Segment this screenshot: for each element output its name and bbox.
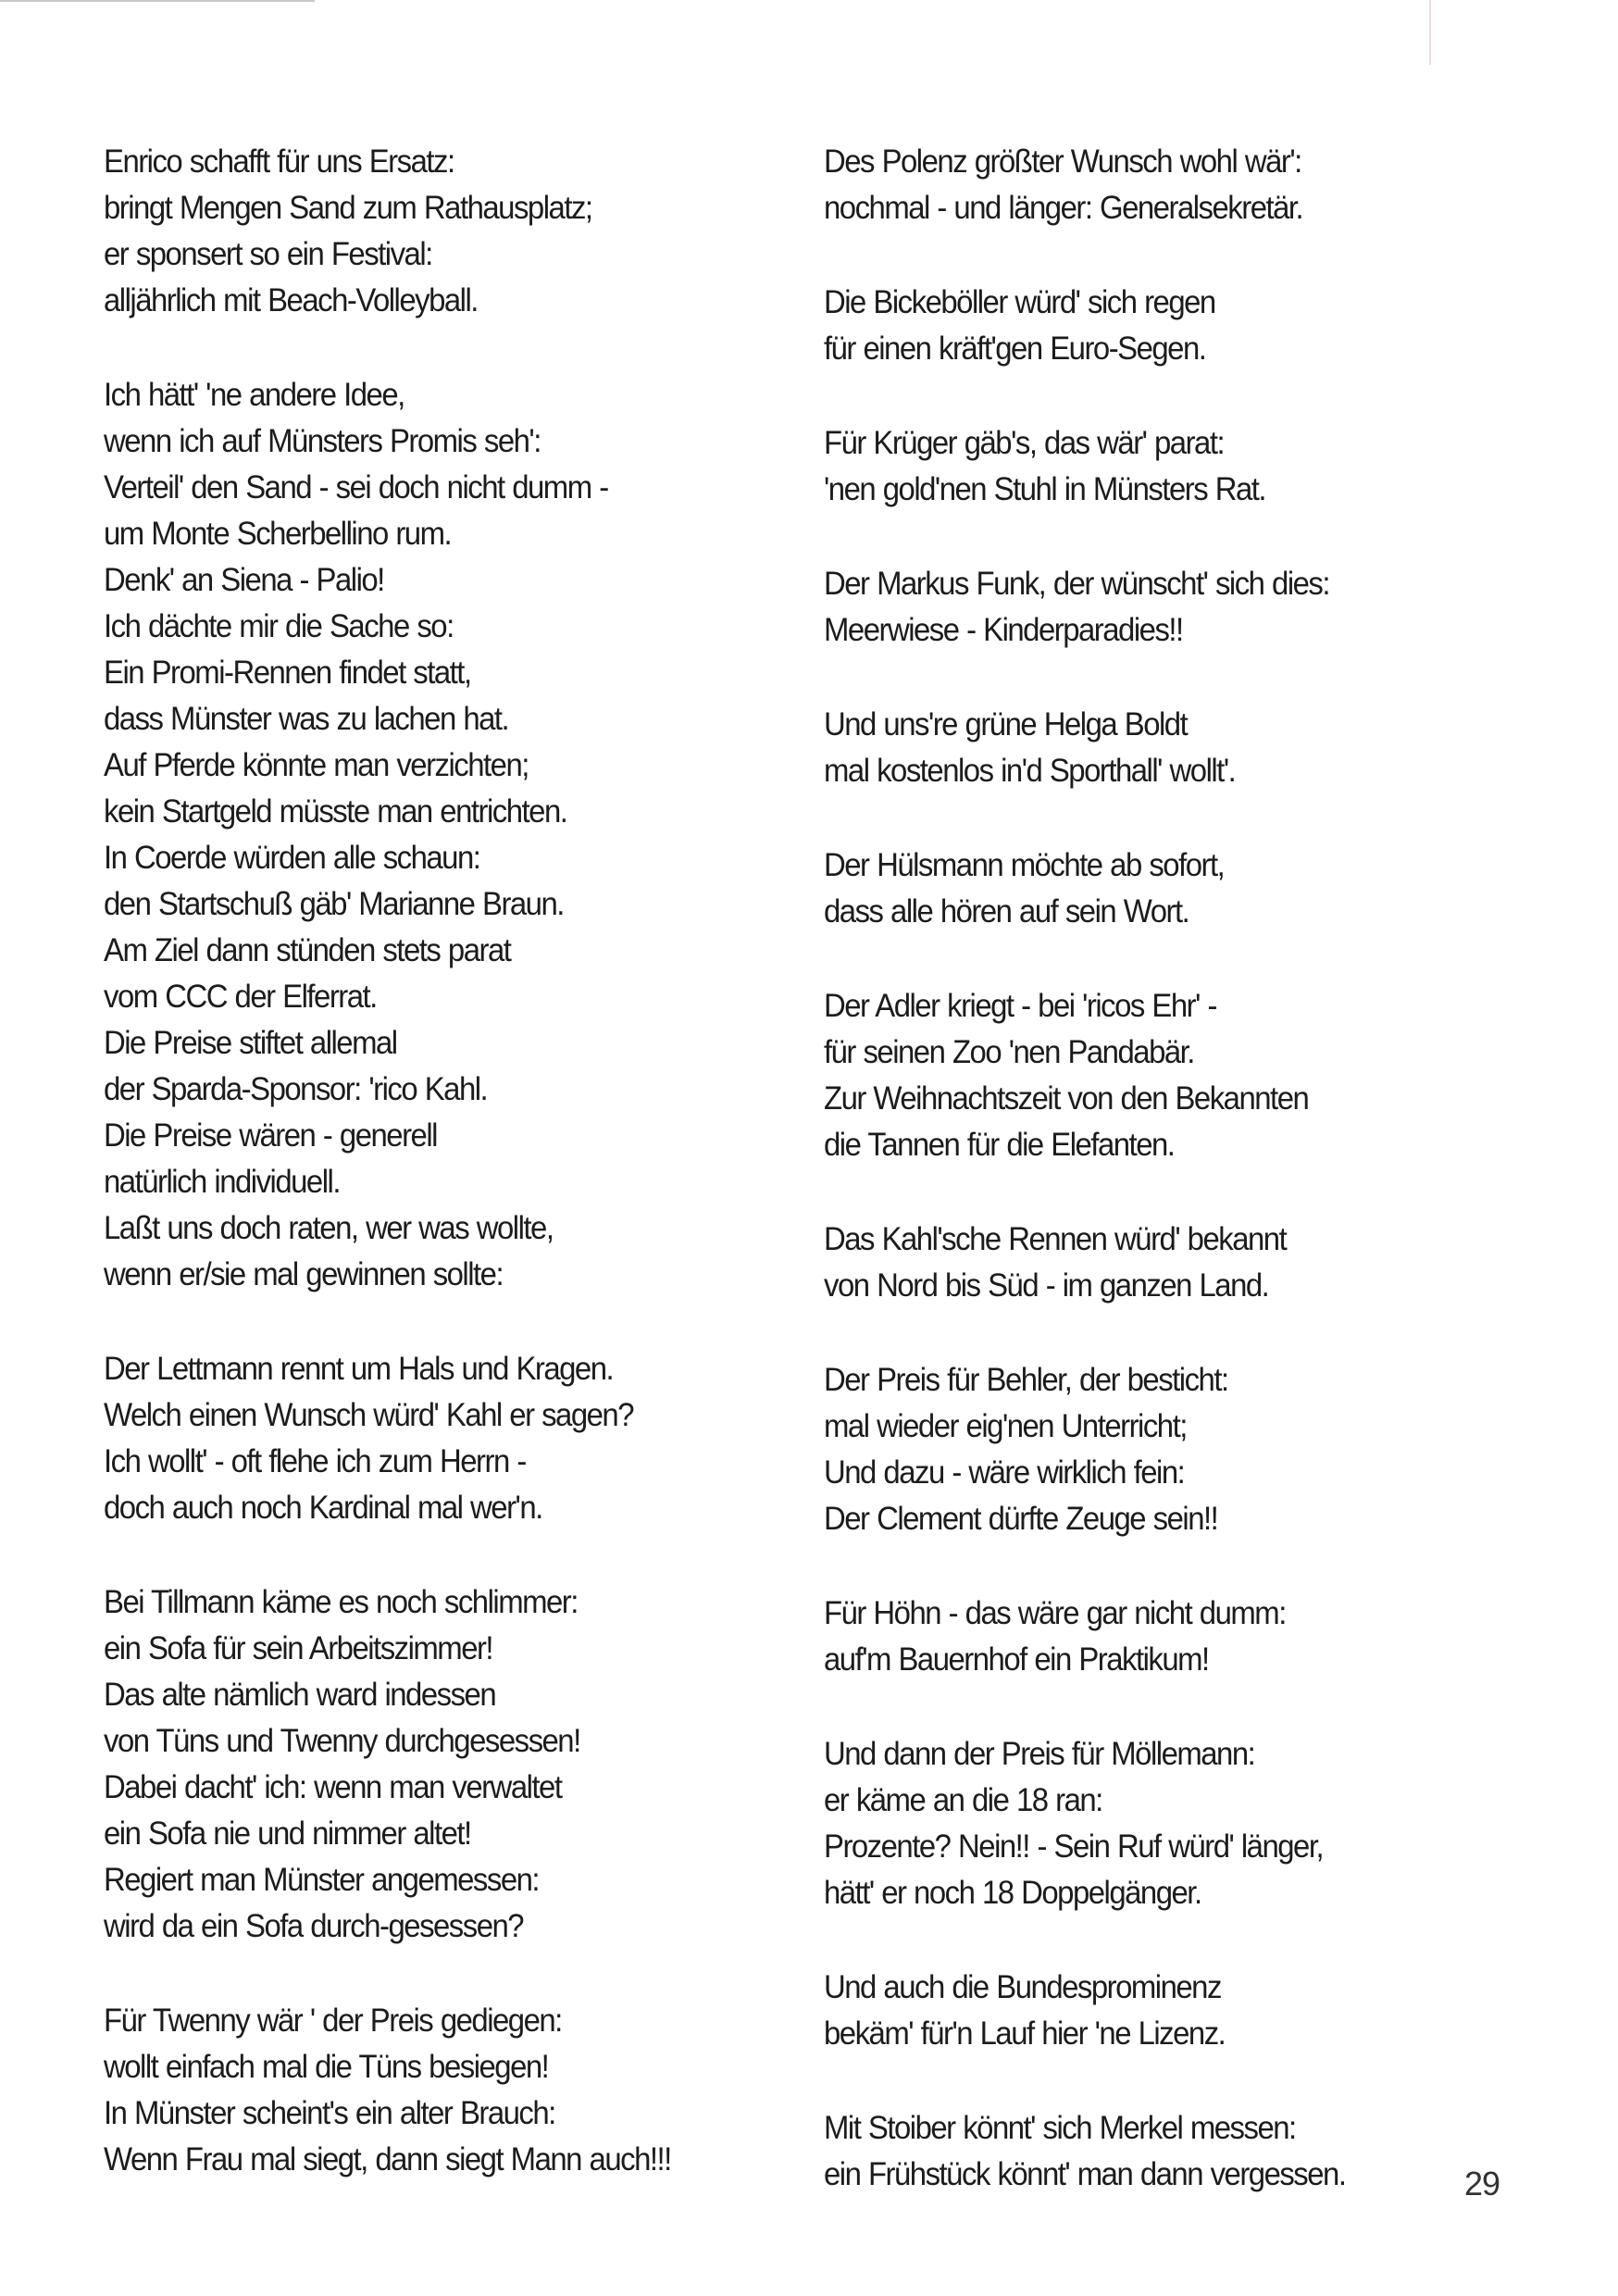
verse-line: natürlich individuell. xyxy=(104,1164,340,1200)
scan-edge-mark xyxy=(1429,0,1431,65)
verse-line: ein Sofa für sein Arbeitszimmer! xyxy=(104,1630,493,1666)
verse-line: Das alte nämlich ward indessen xyxy=(104,1677,496,1713)
verse-line: Der Adler kriegt - bei 'ricos Ehr' - xyxy=(824,988,1216,1024)
verse-line: alljährlich mit Beach-Volleyball. xyxy=(104,282,478,318)
verse-line: Dabei dacht' ich: wenn man verwaltet xyxy=(104,1769,562,1805)
stanza xyxy=(824,1591,1490,1683)
verse-line: Und dazu - wäre wirklich fein: xyxy=(824,1454,1185,1491)
verse-line: für seinen Zoo 'nen Pandabär. xyxy=(824,1034,1194,1070)
verse-line: Der Preis für Behler, der besticht: xyxy=(824,1362,1228,1398)
verse-line: mal kostenlos in'd Sporthall' wollt'. xyxy=(824,753,1236,789)
stanza xyxy=(104,372,807,1298)
verse-line: wenn er/sie mal gewinnen sollte: xyxy=(104,1256,504,1292)
verse-line: wenn ich auf Münsters Promis seh': xyxy=(104,423,541,459)
verse-line: ein Frühstück könnt' man dann vergessen. xyxy=(824,2156,1346,2192)
verse-line: dass Münster was zu lachen hat. xyxy=(104,701,509,737)
verse-line: Für Krüger gäb's, das wär' parat: xyxy=(824,425,1225,461)
verse-line: Und uns're grüne Helga Boldt xyxy=(824,706,1188,742)
verse-line: dass alle hören auf sein Wort. xyxy=(824,893,1189,930)
verse-line: Welch einen Wunsch würd' Kahl er sagen? xyxy=(104,1397,634,1433)
verse-line: Wenn Frau mal siegt, dann siegt Mann auch!!! xyxy=(104,2141,671,2177)
stanza xyxy=(824,983,1490,1168)
verse-line: Ich dächte mir die Sache so: xyxy=(104,608,454,644)
stanza xyxy=(104,139,807,324)
verse-line: er käme an die 18 ran: xyxy=(824,1782,1102,1818)
stanza xyxy=(824,420,1490,513)
stanza xyxy=(824,1965,1490,2057)
stanza xyxy=(824,842,1490,935)
verse-line: Des Polenz größter Wunsch wohl wär': xyxy=(824,144,1301,180)
stanza xyxy=(824,139,1490,231)
verse-line: hätt' er noch 18 Doppelgänger. xyxy=(824,1875,1201,1911)
verse-line: Der Markus Funk, der wünscht' sich dies: xyxy=(824,566,1330,602)
verse-line: Ein Promi-Rennen findet statt, xyxy=(104,655,471,691)
verse-line: Die Preise wären - generell xyxy=(104,1117,437,1154)
verse-line: Für Twenny wär ' der Preis gediegen: xyxy=(104,2003,562,2039)
verse-line: Auf Pferde könnte man verzichten; xyxy=(104,747,529,783)
stanza xyxy=(824,280,1490,372)
verse-line: In Coerde würden alle schaun: xyxy=(104,840,480,876)
verse-line: Zur Weihnachtszeit von den Bekannten xyxy=(824,1080,1309,1117)
verse-line: bringt Mengen Sand zum Rathausplatz; xyxy=(104,190,592,226)
scan-edge-line xyxy=(0,0,315,2)
verse-line: der Sparda-Sponsor: 'rico Kahl. xyxy=(104,1071,488,1107)
verse-line: Die Preise stiftet allemal xyxy=(104,1025,397,1061)
verse-line: um Monte Scherbellino rum. xyxy=(104,516,452,552)
verse-line: ein Sofa nie und nimmer altet! xyxy=(104,1816,471,1852)
verse-line: die Tannen für die Elefanten. xyxy=(824,1127,1175,1163)
verse-line: doch auch noch Kardinal mal wer'n. xyxy=(104,1490,542,1526)
verse-line: Prozente? Nein!! - Sein Ruf würd' länger, xyxy=(824,1828,1324,1865)
stanza xyxy=(824,1357,1490,1542)
verse-line: den Startschuß gäb' Marianne Braun. xyxy=(104,886,564,922)
verse-line: wird da ein Sofa durch-gesessen? xyxy=(104,1908,524,1944)
stanza xyxy=(824,561,1490,654)
verse-line: mal wieder eig'nen Unterricht; xyxy=(824,1408,1187,1444)
stanza xyxy=(104,1346,807,1531)
verse-line: vom CCC der Elferrat. xyxy=(104,979,377,1015)
verse-line: Mit Stoiber könnt' sich Merkel messen: xyxy=(824,2110,1296,2146)
verse-line: Ich hätt' 'ne andere Idee, xyxy=(104,377,404,413)
poem-column-left xyxy=(104,139,807,2231)
verse-line: Meerwiese - Kinderparadies!! xyxy=(824,612,1183,648)
verse-line: von Nord bis Süd - im ganzen Land. xyxy=(824,1267,1269,1304)
verse-line: Verteil' den Sand - sei doch nicht dumm - xyxy=(104,469,608,505)
verse-line: er sponsert so ein Festival: xyxy=(104,236,432,272)
verse-line: wollt einfach mal die Tüns besiegen! xyxy=(104,2049,549,2085)
stanza xyxy=(824,2105,1490,2198)
stanza xyxy=(824,1217,1490,1309)
verse-line: Der Hülsmann möchte ab sofort, xyxy=(824,847,1225,883)
verse-line: für einen kräft'gen Euro-Segen. xyxy=(824,331,1206,367)
verse-line: Ich wollt' - oft flehe ich zum Herrn - xyxy=(104,1443,526,1479)
verse-line: Der Clement dürfte Zeuge sein!! xyxy=(824,1501,1218,1537)
verse-line: Denk' an Siena - Palio! xyxy=(104,562,384,598)
verse-line: Die Bickeböller würd' sich regen xyxy=(824,284,1215,320)
page-number: 29 xyxy=(1464,2165,1500,2202)
verse-line: Das Kahl'sche Rennen würd' bekannt xyxy=(824,1221,1287,1257)
verse-line: In Münster scheint's ein alter Brauch: xyxy=(104,2095,555,2131)
verse-line: Für Höhn - das wäre gar nicht dumm: xyxy=(824,1595,1286,1631)
verse-line: Bei Tillmann käme es noch schlimmer: xyxy=(104,1584,578,1620)
stanza xyxy=(824,702,1490,794)
verse-line: Am Ziel dann stünden stets parat xyxy=(104,932,511,968)
verse-line: von Tüns und Twenny durchgesessen! xyxy=(104,1723,580,1759)
verse-line: bekäm' für'n Lauf hier 'ne Lizenz. xyxy=(824,2015,1226,2052)
verse-line: kein Startgeld müsste man entrichten. xyxy=(104,793,567,830)
verse-line: auf'm Bauernhof ein Praktikum! xyxy=(824,1641,1209,1678)
verse-line: Und auch die Bundesprominenz xyxy=(824,1969,1221,2005)
verse-line: 'nen gold'nen Stuhl in Münsters Rat. xyxy=(824,471,1266,507)
verse-line: Der Lettmann rennt um Hals und Kragen. xyxy=(104,1351,614,1387)
verse-line: Regiert man Münster angemessen: xyxy=(104,1862,540,1898)
stanza xyxy=(104,1579,807,1950)
poem-column-right xyxy=(824,139,1490,2246)
verse-line: Und dann der Preis für Möllemann: xyxy=(824,1736,1255,1772)
stanza xyxy=(104,1998,807,2183)
verse-line: Laßt uns doch raten, wer was wollte, xyxy=(104,1210,554,1246)
verse-line: nochmal - und länger: Generalsekretär. xyxy=(824,190,1303,226)
verse-line: Enrico schafft für uns Ersatz: xyxy=(104,144,454,180)
stanza xyxy=(824,1731,1490,1916)
